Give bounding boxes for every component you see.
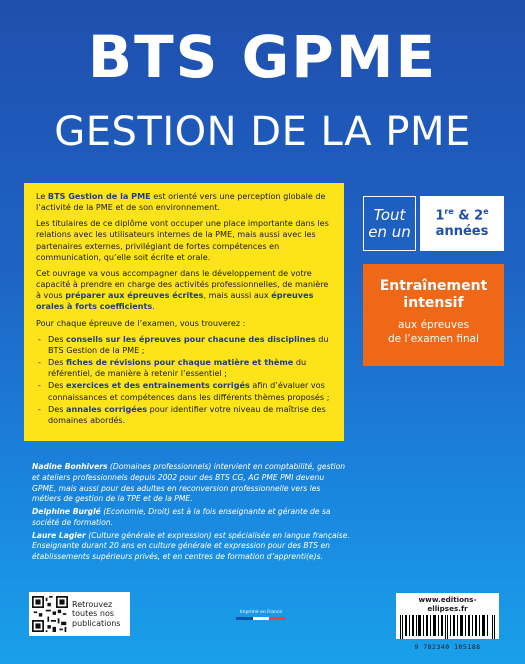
barcode-panel	[396, 593, 499, 651]
intro-paragraph-3: Cet ouvrage va vous accompagner dans le développement de votre capacité à prendre en charge des activités professionnelles, de manière à vous préparer aux épreuves écrites, mais aussi aux épreuves orales à forts coefficients.	[36, 267, 329, 312]
author-bio: Laure Lagier (Culture générale et expression) est spécialisée en langue française. Enseignante durant 20 ans en culture générale et expression pour des BTS en établissements supérieurs privés, et en centres de formation d’apprenti(e)s.	[32, 530, 350, 562]
printed-in-france	[236, 610, 286, 620]
qr-panel[interactable]	[29, 592, 130, 636]
banner-subtext-line: de l’examen final	[388, 333, 479, 346]
intro-paragraph-4: Pour chaque épreuve de l’examen, vous trouverez :	[36, 317, 246, 328]
description-panel	[24, 183, 344, 441]
training-banner	[363, 264, 504, 366]
banner-heading-2: intensif	[403, 294, 464, 311]
qr-code-icon[interactable]	[32, 596, 68, 632]
author-bio: Nadine Bonhivers (Domaines professionnels) intervient en comptabilité, gestion et ateliers professionnels depuis 2002 pour des BTS CG, AG PME PMI devenu GPME, mais aussi pour des adultes en reconversion professionnelle vers les métiers de gestion de la TPE et de la PME.	[32, 462, 346, 504]
book-subtitle: GESTION DE LA PME	[54, 109, 471, 155]
feature-list	[36, 334, 334, 426]
banner-subtext-line: aux épreuves	[397, 318, 470, 331]
list-item: - Des conseils sur les épreuves pour chacune des disciplines du BTS Gestion de la PME ;	[36, 334, 334, 356]
publisher-url[interactable]: www.editions-ellipses.fr	[418, 595, 477, 613]
years-line: 1re & 2e	[435, 206, 489, 223]
qr-caption-line: toutes nos	[72, 609, 115, 619]
badge-line: en un	[368, 222, 411, 241]
years-badge	[420, 196, 504, 251]
banner-heading-1: Entraînement	[379, 278, 488, 294]
qr-caption-line: publications	[72, 618, 121, 628]
banner-subtext	[363, 318, 504, 347]
authors-section	[32, 462, 350, 565]
list-item: - Des annales corrigées pour identifier votre niveau de maîtrise des domaines abordés.	[36, 404, 334, 426]
list-item: - Des fiches de révisions pour chaque matière et thème du référentiel, de manière à retenir l’essentiel ;	[36, 357, 334, 379]
intro-paragraph-2: Les titulaires de ce diplôme vont occuper une place importante dans les relations avec les utilisateurs internes de la PME, mais aussi avec les partenaires externes, privilégiant de fortes compétences en communication, qu’elle soit écrite et orale.	[36, 218, 329, 262]
years-label: années	[435, 224, 489, 240]
intro-paragraph-1: Le BTS Gestion de la PME est orienté vers une perception globale de l’activité de la PME et de son environnement.	[36, 191, 326, 213]
qr-caption	[72, 600, 120, 629]
french-flag-icon	[236, 617, 286, 620]
isbn-number: 9 782340 105188	[414, 643, 481, 651]
barcode-icon	[400, 615, 495, 639]
badge-line: Tout	[373, 206, 406, 224]
all-in-one-badge	[363, 196, 416, 251]
qr-caption-line: Retrouvez	[72, 599, 113, 609]
book-title: BTS GPME	[87, 23, 438, 91]
printed-label: Imprimé en France	[239, 610, 283, 615]
author-bio: Delphine Burglé (Economie, Droit) est à la fois enseignante et gérante de sa société de formation.	[32, 507, 331, 527]
list-item: - Des exercices et des entrainements corrigés afin d’évaluer vos connaissances et compétences dans les différents thèmes proposés ;	[36, 380, 334, 402]
